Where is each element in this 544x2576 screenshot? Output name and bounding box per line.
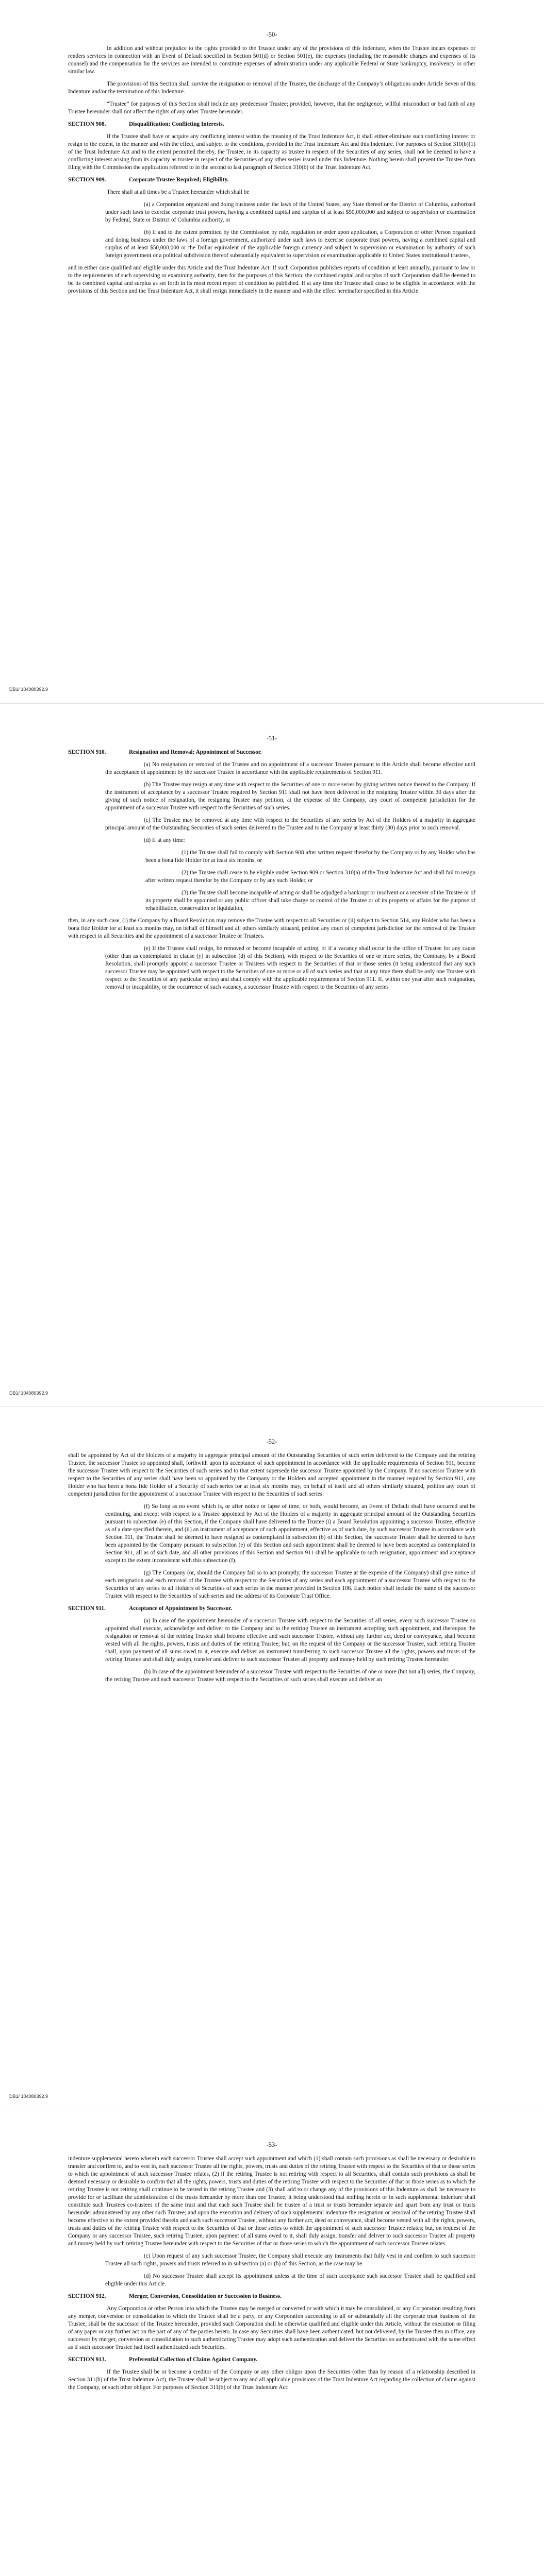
section-title: Preferential Collection of Claims Against Company. [129,2357,258,2363]
paragraph: (a) No resignation or removal of the Trustee and no appointment of a successor Trustee pursuant to this Article shall become effective until the acceptance of appointment by the successor Trustee in accordance with the applicable requirements of Section 911. [105,761,475,775]
document-footer-id: DB1/ 104080392.9 [9,687,48,692]
paragraph: and in either case qualified and eligible under this Article and the Trust Indenture Act. If such Corporation publishes reports of condition at least annually, pursuant to law or to the requirements of such supervising or examining authority, then for the purposes of this Section, the combined capital and surplus of such Corporation shall be deemed to be its combined capital and surplus as set forth in its most recent report of condition so published. If at any time the Trustee shall cease to be eligible in accordance with the provisions of this Section and the Trust Indenture Act, it shall resign immediately in the manner and with the effect hereinafter specified in this Article. [68,265,475,294]
section-title: Merger, Conversion, Consolidation or Succession to Business. [129,2293,282,2299]
paragraph: (a) In case of the appointment hereunder of a successor Trustee with respect to the Securities of all series, every such successor Trustee so appointed shall execute, acknowledge and deliver to the Company and to the retiring Trustee an instrument accepting such appointment, and thereupon the resignation or removal of the retiring Trustee shall become effective and such successor Trustee, without any further act, deed or conveyance, shall become vested with all the rights, powers, trusts and duties of the retiring Trustee; but, on the request of the Company or the successor Trustee, such retiring Trustee shall, upon payment of all sums owed to it, execute and deliver an instrument transferring to such successor Trustee all the rights, powers and trusts of the retiring Trustee and shall duly assign, transfer and deliver to such successor Trustee all property and money held by such retiring Trustee hereunder. [105,1618,475,1663]
paragraph: then, in any such case, (i) the Company by a Board Resolution may remove the Trustee with respect to all Securities or (ii) subject to Section 514, any Holder who has been a bona fide Holder for at least six months may, on behalf of himself and all others similarly situated, petition any court of competent jurisdiction for the removal of the Trustee with respect to all Securities and the appointment of a successor Trustee or Trustees. [68,918,475,939]
paragraph: In addition and without prejudice to the rights provided to the Trustee under any of the provisions of this Indenture, when the Trustee incurs expenses or renders services in connection with an Event of Default specified in Section 501(d) or Section 501(e), the expenses (including the reasonable charges and expenses of its counsel) and the compensation for the services are intended to constitute expenses of administration under any applicable Federal or State bankruptcy, insolvency or other similar law. [68,45,475,75]
section-heading [68,176,475,184]
paragraph: shall be appointed by Act of the Holders of a majority in aggregate principal amount of the Outstanding Securities of such series delivered to the Company and the retiring Trustee, the successor Trustee so appointed shall, forthwith upon its acceptance of such appointment in accordance with the applicable requirements of Section 911, become the successor Trustee with respect to the Securities of such series and to that extent supersede the successor Trustee appointed by the Company. If no successor Trustee with respect to the Securities of any series shall have been so appointed by the Company or the Holders and accepted appointment in the manner required by Section 911, any Holder who has been a bona fide Holder of a Security of such series for at least six months may, on behalf of itself and all others similarly situated, petition any court of competent jurisdiction for the appointment of a successor Trustee with respect to the Securities of such series. [68,1452,475,1497]
paragraph: (b) In case of the appointment hereunder of a successor Trustee with respect to the Securities of one or more (but not all) series, the Company, the retiring Trustee and each successor Trustee with respect to the Securities of such series shall execute and deliver an [105,1669,475,1683]
paragraph: Any Corporation or other Person into which the Trustee may be merged or converted or with which it may be consolidated, or any Corporation resulting from any merger, conversion or consolidation to which the Trustee shall be a party, or any Corporation succeeding to all or substantially all the corporate trust business of the Trustee, shall be the successor of the Trustee hereunder, provided such Corporation shall be otherwise qualified and eligible under this Article, without the execution or filing of any paper or any further act on the part of any of the parties hereto. In case any Securities shall have been authenticated, but not delivered, by the Trustee then in office, any successor by merger, conversion or consolidation to such authenticating Trustee may adopt such authentication and deliver the Securities so authenticated with the same effect as if such successor Trustee had itself authenticated such Securities. [68,2306,475,2350]
paragraph: (c) Upon request of any such successor Trustee, the Company shall execute any instruments that fully vest in and confirm to such successor Trustee all such rights, powers and trusts referred to in subsection (a) or (b) of this Section, as the case may be. [105,2253,475,2267]
paragraph: There shall at all times be a Trustee hereunder which shall be [107,189,250,195]
section-number: SECTION 910. [68,749,106,755]
section-title: Disqualification; Conflicting Interests. [129,121,224,127]
section-number: SECTION 909. [68,177,106,183]
page-number: -50- [266,31,277,38]
paragraph: If the Trustee shall be or become a creditor of the Company or any other obligor upon the Securities (other than by reason of a relationship described in Section 311(b) of the Trust Indenture Act), the Trustee shall be subject to any and all applicable provisions of the Trust Indenture Act regarding the collection of claims against the Company, or such other obligor. For purposes of Section 311(b) of the Trust Indenture Act: [68,2369,475,2391]
section-number: SECTION 911. [68,1605,106,1612]
page-number: -53- [266,2141,277,2148]
paragraph: (f) So long as no event which is, or after notice or lapse of time, or both, would become, an Event of Default shall have occurred and be continuing, and except with respect to a Trustee appointed by Act of the Holders of a majority in aggregate principal amount of the Outstanding Securities pursuant to subsection (e) of this Section, if the Company shall have delivered to the Trustee (i) a Board Resolution appointing a successor Trustee, effective as of a date specified therein, and (ii) an instrument of acceptance of such appointment, effective as of such date, by such successor Trustee in accordance with Section 911, the Trustee shall be deemed to have resigned as contemplated in subsection (b) of this Section, the successor Trustee shall be deemed to have been appointed by the Company pursuant to subsection (e) of this Section and such appointment shall be deemed to have been accepted as contemplated in Section 911, all as of such date, and all other provisions of this Section and Section 911 shall be applicable to such resignation, appointment and acceptance except to the extent inconsistent with this subsection (f). [105,1503,475,1564]
section-heading [68,1605,475,1613]
paragraph: The provisions of this Section shall survive the resignation or removal of the Trustee, the discharge of the Company’s obligations under Article Seven of this Indenture and/or the termination of this Indenture. [68,81,475,95]
paragraph: indenture supplemental hereto wherein each successor Trustee shall accept such appointment and which (1) shall contain such provisions as shall be necessary or desirable to transfer and confirm to, and to vest in, each successor Trustee all the rights, powers, trusts and duties of the retiring Trustee with respect to the Securities of that or those series to which the appointment of such successor Trustee relates, (2) if the retiring Trustee is not retiring with respect to all Securities, shall contain such provisions as shall be deemed necessary or desirable to confirm that all the rights, powers, trusts and duties of the retiring Trustee with respect to the Securities of that or those series as to which the retiring Trustee is not retiring shall continue to be vested in the retiring Trustee and (3) shall add to or change any of the provisions of this Indenture as shall be necessary to provide for or facilitate the administration of the trusts hereunder by more than one Trustee, it being understood that nothing herein or in such supplemental indenture shall constitute such Trustees co-trustees of the same trust and that each such Trustee shall be trustee of a trust or trusts hereunder separate and apart from any trust or trusts hereunder administered by any other such Trustee; and upon the execution and delivery of such supplemental indenture the resignation or removal of the retiring Trustee shall become effective to the extent provided therein and each such successor Trustee, without any further act, deed or conveyance, shall become vested with all the rights, powers, trusts and duties of the retiring Trustee with respect to the Securities of that or those series to which the appointment of such successor Trustee relates; but, on request of the Company or any successor Trustee, such retiring Trustee, upon payment of all sums owed to it, shall duly assign, transfer and deliver to such successor Trustee all property and money held by such retiring Trustee hereunder with respect to the Securities of that or those series to which the appointment of such successor Trustee relates. [68,2156,475,2247]
paragraph: (3) the Trustee shall become incapable of acting or shall be adjudged a bankrupt or insolvent or a receiver of the Trustee or of its property shall be appointed or any public officer shall take charge or control of the Trustee or of its property or affairs for the purpose of rehabilitation, conservation or liquidation, [145,890,475,911]
page-content [68,1438,475,1688]
paragraph: (e) If the Trustee shall resign, be removed or become incapable of acting, or if a vacancy shall occur in the office of Trustee for any cause (other than as contemplated in clause (y) in subsection (d) of this Section), with respect to the Securities of one or more series, the Company, by a Board Resolution, shall promptly appoint a successor Trustee or Trustees with respect to the Securities of that or those series (it being understood that any such successor Trustee may be appointed with respect to the Securities of one or more or all of such series and that at any time there shall be only one Trustee with respect to the Securities of any particular series) and shall comply with the applicable requirements of Section 911. If, within one year after such resignation, removal or incapability, or the occurrence of such vacancy, a successor Trustee with respect to the Securities of any series [105,945,475,990]
section-number: SECTION 913. [68,2357,106,2363]
paragraph: (d) No successor Trustee shall accept its appointment unless at the time of such acceptance such successor Trustee shall be qualified and eligible under this Article. [105,2273,475,2287]
paragraph: “Trustee” for purposes of this Section shall include any predecessor Trustee; provided, however, that the negligence, willful misconduct or bad faith of any Trustee hereunder shall not affect the rights of any other Trustee hereunder. [68,101,475,115]
paragraph: If the Trustee shall have or acquire any conflicting interest within the meaning of the Trust Indenture Act, it shall either eliminate such conflicting interest or resign to the extent, in the manner and with the effect, and subject to the conditions, provided in the Trust Indenture Act and this Indenture. For purposes of Section 310(b)(1) of the Trust Indenture Act and to the extent permitted thereby, the Trustee, in its capacity as trustee in respect of the Securities of any series, shall not be deemed to have a conflicting interest arising from its capacity as trustee in respect of the Securities of any other series issued under this Indenture. Nothing herein shall prevent the Trustee from filing with the Commission the application referred to in the second to last paragraph of Section 310(b) of the Trust Indenture Act. [68,133,475,171]
paragraph: (g) The Company (or, should the Company fail so to act promptly, the successor Trustee at the expense of the Company) shall give notice of each resignation and each removal of the Trustee with respect to the Securities of any series and each appointment of a successor Trustee with respect to the Securities of any series to all Holders of Securities of such series in the manner provided in Section 106. Each notice shall include the name of the successor Trustee with respect to the Securities of such series and the address of its Corporate Trust Office. [105,1570,475,1599]
section-number: SECTION 912. [68,2293,106,2299]
paragraph: (c) The Trustee may be removed at any time with respect to the Securities of any series by Act of the Holders of a majority in aggregate principal amount of the Outstanding Securities of such series delivered to the Trustee and to the Company at least thirty (30) days prior to such removal. [105,817,475,831]
paragraph: (b) The Trustee may resign at any time with respect to the Securities of one or more series by giving written notice thereof to the Company. If the instrument of acceptance by a successor Trustee required by Section 911 shall not have been delivered to the resigning Trustee within 30 days after the giving of such notice of resignation, the resigning Trustee may petition, at the expense of the Company, any court of competent jurisdiction for the appointment of a successor Trustee with respect to the Securities of such series. [105,782,475,811]
paragraph: (a) a Corporation organized and doing business under the laws of the United States, any State thereof or the District of Columbia, authorized under such laws to exercise corporate trust powers, having a combined capital and surplus of at least $50,000,000 and subject to supervision or examination by Federal, State or District of Columbia authority, or [105,201,475,223]
section-title: Resignation and Removal; Appointment of Successor. [129,749,262,755]
section-title: Corporate Trustee Required; Eligibility. [129,177,229,183]
document-footer-id: DB1/ 104080392.9 [9,2094,48,2099]
paragraph: (1) the Trustee shall fail to comply with Section 908 after written request therefor by the Company or by any Holder who has been a bona fide Holder for at least six months, or [145,850,475,863]
document-footer-id: DB1/ 104080392.9 [9,1391,48,1396]
paragraph: (d) If at any time: [144,837,185,843]
page-number: -52- [266,1438,277,1445]
section-heading [68,121,475,128]
section-heading [68,2293,475,2300]
document-page [0,0,544,703]
section-heading [68,2356,475,2364]
page-content [68,31,475,300]
section-number: SECTION 908. [68,121,106,127]
section-heading [68,749,475,756]
section-title: Acceptance of Appointment by Successor. [129,1605,233,1612]
paragraph: (b) if and to the extent permitted by the Commission by rule, regulation or order upon application, a Corporation or other Person organized and doing business under the laws of a foreign government, authorized under such laws to exercise corporate trust powers, having a combined capital and surplus of at least $50,000,000 or the Dollar equivalent of the applicable foreign currency and subject to supervision or examination by authority of such foreign government or a political subdivision thereof substantially equivalent to supervision or examination applicable to United States institutional trustees, [105,229,475,259]
document-page [0,703,544,1407]
page-content [68,2141,475,2396]
paragraph: (2) the Trustee shall cease to be eligible under Section 909 or Section 310(a) of the Trust Indenture Act and shall fail to resign after written request therefor by the Company or by any such Holder, or [145,870,475,884]
document-page [0,2110,544,2576]
document-page [0,1406,544,2110]
page-content [68,735,475,996]
page-number: -51- [266,735,277,742]
